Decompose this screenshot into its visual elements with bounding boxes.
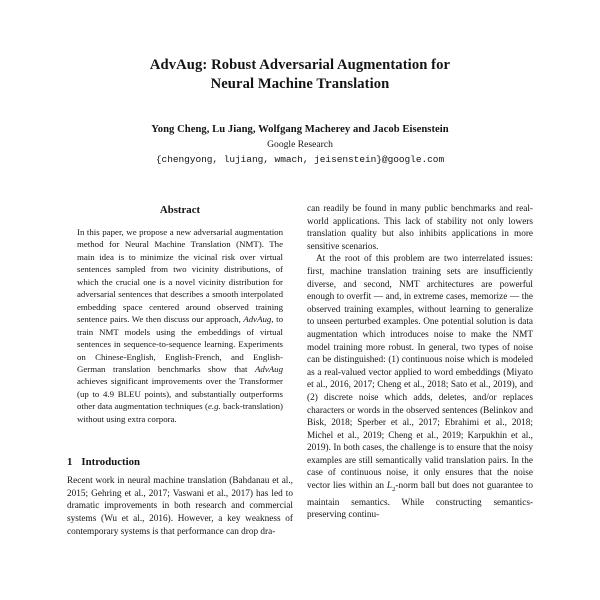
math-variable-L: L xyxy=(386,481,393,492)
author-emails: {chengyong, lujiang, wmach, jeisenstein}@google.com xyxy=(155,154,445,165)
intro-paragraph-2-text-1: At the root of this problem are two interrelated issues: first, machine translation training sets are insufficiently diverse, and second, NMT architectures are powerful enough to overfit — and, in extreme cases, memorize — the observed training examples, without learning to generalize to unseen perturbed examples. One potential solution is data augmentation which introduces noise to make the NMT model training more robust. In general, two types of noise can be distinguished: (1) continuous noise which is modeled as a real-valued vector applied to word embeddings (Miyato et al., 2016, 2017; Cheng et al., 2018; Sato et al., 2019), and (2) discrete noise which adds, deletes, and/or replaces characters or words in the observed sentences (Belinkov and Bisk, 2018; Sperber et al., 2017; Ebrahimi et al., 2018; Michel et al., 2019; Cheng et al., 2019; Karpukhin et al., 2019). In both cases, the challenge is to ensure that the noisy examples are still semantically valid translation pairs. In the case of continuous noise, it only ensures that the noise vector lies within an xyxy=(307,254,533,492)
abstract-heading: Abstract xyxy=(159,204,201,216)
title-line-1: AdvAug: Robust Adversarial Augmentation for xyxy=(149,57,451,73)
abstract-italic-eg: e.g. xyxy=(207,401,221,412)
continued-paragraph: can readily be found in many public benchmarks and real-world applications. This lack of stability not only lowers translation quality but also inhibits applications in more sensitive scenarios. xyxy=(307,204,533,252)
affiliation: Google Research xyxy=(267,139,333,150)
author-list: Yong Cheng, Lu Jiang, Wolfgang Macherey and Jacob Eisenstein xyxy=(151,124,449,135)
intro-paragraph-1: Recent work in neural machine translation (Bahdanau et al., 2015; Gehring et al., 2017; Vaswani et al., 2017) has led to dramatic improvements in both research and commercial systems (Wu et al., 2016). However, a key weakness of contemporary systems is that performance can drop dra- xyxy=(67,476,293,537)
abstract-italic-advaug-1: AdvAug xyxy=(243,314,272,325)
abstract-text-2: , to train NMT models using the embeddings of virtual sentences in sequence-to-sequence learning. Experiments on Chinese-English, English-French, and English-German translation benchmarks show that xyxy=(77,314,283,374)
section-title: Introduction xyxy=(81,456,141,469)
intro-paragraph-2-text-2: -norm ball but does not guarantee to maintain semantics. While constructing semantics-preserving continu- xyxy=(307,481,534,521)
math-subscript-2: 2 xyxy=(392,485,396,493)
right-column xyxy=(307,203,533,522)
title-block xyxy=(0,0,600,166)
abstract-text-1: In this paper, we propose a new adversarial augmentation method for Neural Machine Translation (NMT). The main idea is to minimize the vicinal risk over virtual sentences sampled from two vicinity distributions, of which the crucial one is a novel vicinity distribution for adversarial sentences that describes a smooth interpolated embedding space centered around observed training sentence pairs. We then discuss our approach, xyxy=(77,227,283,325)
section-number: 1 xyxy=(67,456,73,469)
intro-paragraph-2 xyxy=(307,253,533,521)
abstract-text-4: back-translation) without using extra corpora. xyxy=(77,401,283,424)
section-heading-introduction xyxy=(67,455,293,469)
abstract-italic-advaug-2: AdvAug xyxy=(255,363,283,374)
abstract-text-3: achieves significant improvements over the Transformer (up to 4.9 BLEU points), and substantially outperforms other data augmentation techniques ( xyxy=(77,376,283,412)
abstract-body xyxy=(77,226,283,425)
title-line-2: Neural Machine Translation xyxy=(210,76,390,92)
left-column xyxy=(67,203,293,538)
page-title xyxy=(85,56,515,94)
